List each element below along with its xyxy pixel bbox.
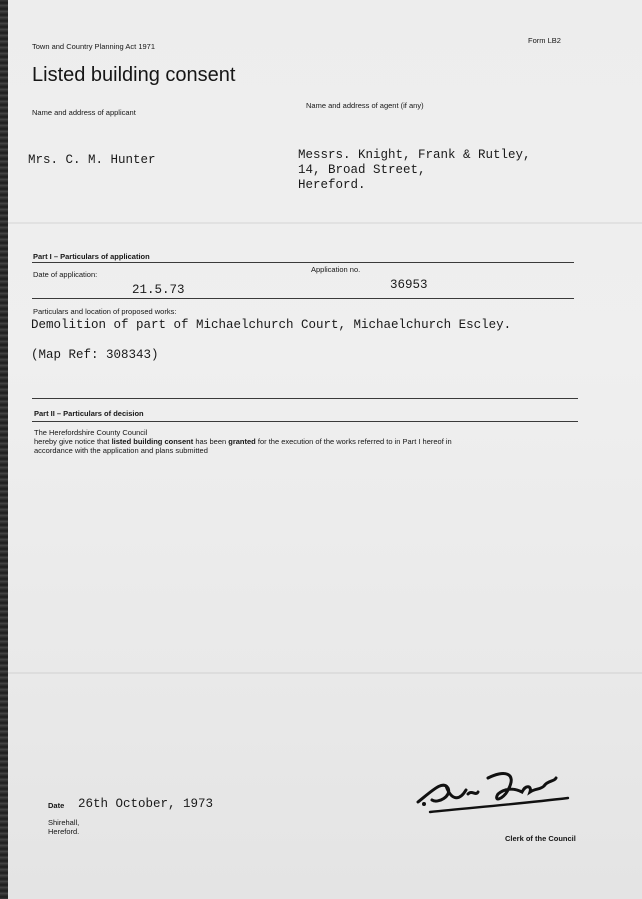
address-line: Shirehall, [48, 818, 80, 827]
agent-line: Messrs. Knight, Frank & Rutley, [298, 148, 531, 162]
date-label: Date [48, 801, 65, 810]
applicant-name: Mrs. C. M. Hunter [28, 153, 156, 167]
application-date: 21.5.73 [132, 283, 185, 297]
signatory-title: Clerk of the Council [505, 834, 576, 843]
agent-line: 14, Broad Street, [298, 163, 426, 177]
council-name: The Herefordshire County Council [34, 428, 148, 437]
application-number-label: Application no. [311, 265, 361, 274]
agent-label: Name and address of agent (if any) [306, 101, 424, 110]
signature [408, 760, 578, 830]
binding-edge [0, 0, 8, 899]
part2-rule [32, 421, 578, 422]
map-reference: (Map Ref: 308343) [31, 348, 159, 362]
date-label: Date of application: [33, 270, 98, 279]
part1-heading: Part I – Particulars of application [33, 252, 150, 261]
application-number: 36953 [390, 278, 428, 292]
decision-notice-line2: accordance with the application and plans submitted [34, 446, 208, 455]
decision-notice [34, 437, 452, 446]
divider [32, 298, 574, 299]
agent-address [298, 148, 531, 193]
form-number: Form LB2 [528, 36, 561, 45]
part1-rule [32, 262, 574, 263]
part2-heading: Part II – Particulars of decision [34, 409, 144, 418]
notice-text: hereby give notice that [34, 437, 112, 446]
notice-emphasis: granted [228, 437, 256, 446]
decision-date: 26th October, 1973 [78, 797, 214, 811]
fold-line [8, 672, 642, 674]
address-line: Hereford. [48, 827, 80, 836]
applicant-label: Name and address of applicant [32, 108, 136, 117]
page-title: Listed building consent [32, 64, 236, 86]
fold-line [8, 222, 642, 224]
act-reference: Town and Country Planning Act 1971 [32, 42, 155, 51]
works-label: Particulars and location of proposed works: [33, 307, 177, 316]
consent-form [8, 0, 642, 899]
notice-text: for the execution of the works referred to in Part I hereof in [255, 437, 452, 446]
divider [32, 398, 578, 399]
notice-emphasis: listed building consent [111, 437, 194, 446]
notice-text: has been [193, 437, 229, 446]
agent-line: Hereford. [298, 178, 366, 192]
works-description: Demolition of part of Michaelchurch Court, Michaelchurch Escley. [31, 318, 512, 332]
